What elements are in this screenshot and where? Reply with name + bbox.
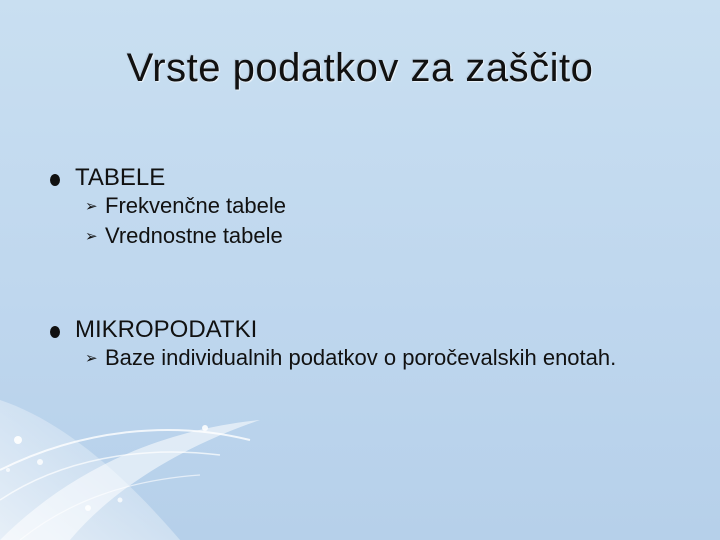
arrowhead-bullet-icon: ➢ <box>85 228 98 245</box>
sub-bullet-text: Frekvenčne tabele <box>105 193 286 218</box>
bullet-label: MIKROPODATKI <box>75 316 258 343</box>
sub-bullet-text: Baze individualnih podatkov o poročevalskih enotah. <box>105 345 617 370</box>
bullet-label: TABELE <box>75 164 166 191</box>
arrowhead-bullet-icon: ➢ <box>85 198 98 215</box>
bullet-item-mikropodatki <box>50 316 690 374</box>
bullet-item-tabele <box>50 164 690 252</box>
sub-bullet-item <box>85 192 690 222</box>
sub-bullet-text: Vrednostne tabele <box>105 223 283 248</box>
slide-title: Vrste podatkov za zaščito <box>126 46 594 90</box>
sub-bullet-item <box>85 344 690 374</box>
arrowhead-bullet-icon: ➢ <box>85 350 98 367</box>
filled-circle-bullet-icon <box>50 174 60 186</box>
sub-bullet-item <box>85 222 690 252</box>
filled-circle-bullet-icon <box>50 326 60 338</box>
